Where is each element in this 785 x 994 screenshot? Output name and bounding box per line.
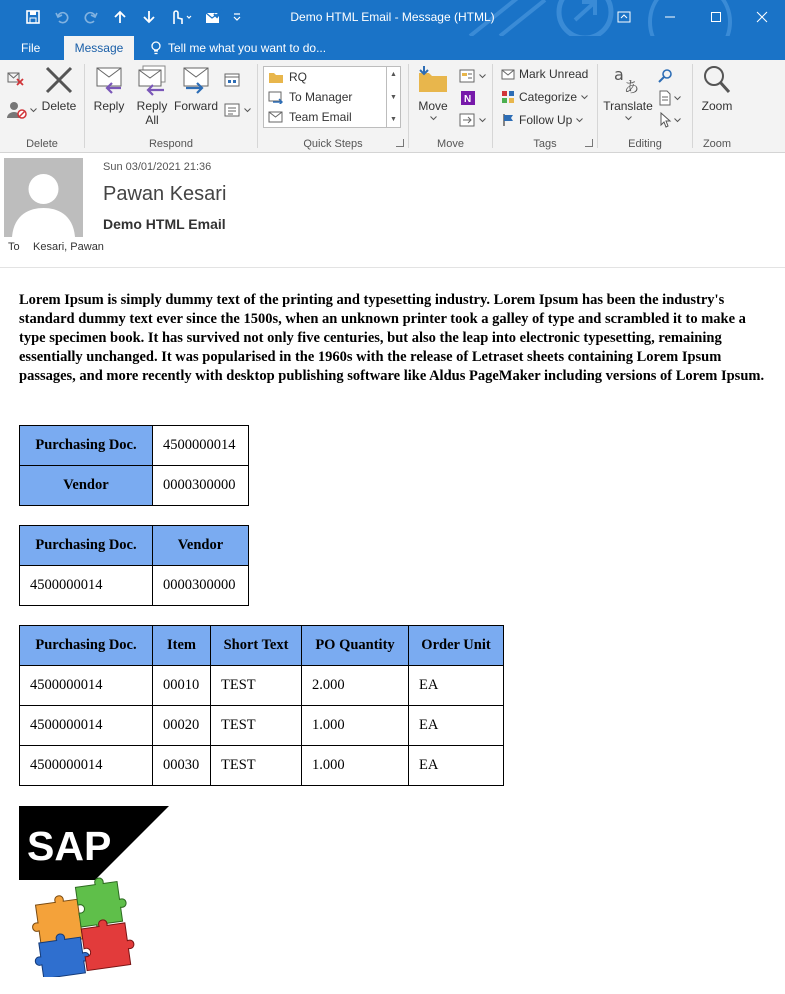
table-header-cell: PO Quantity xyxy=(302,626,409,666)
tab-message[interactable]: Message xyxy=(64,36,134,60)
window-controls xyxy=(601,0,785,34)
respond-group xyxy=(85,60,257,153)
table-cell: 2.000 xyxy=(302,666,409,706)
actions-icon[interactable] xyxy=(459,112,486,128)
tags-group xyxy=(493,60,597,153)
categorize-button[interactable] xyxy=(501,87,588,107)
table-header-row xyxy=(20,626,504,666)
table-header-cell: Item xyxy=(153,626,211,666)
move-label: Move xyxy=(418,99,448,113)
respond-group-label: Respond xyxy=(148,138,194,150)
table-row xyxy=(20,426,249,466)
table-cell: 00030 xyxy=(153,746,211,786)
quick-step-item[interactable] xyxy=(264,107,386,127)
tab-file[interactable]: File xyxy=(21,41,41,55)
minimize-icon[interactable] xyxy=(647,0,693,34)
find-icon[interactable] xyxy=(658,68,674,87)
message-body xyxy=(19,291,769,869)
ribbon-tabs xyxy=(0,36,785,60)
forward-mail-icon xyxy=(268,90,284,104)
chevron-down-icon xyxy=(479,118,486,123)
table-cell: 0000300000 xyxy=(153,466,249,506)
mark-unread-label: Mark Unread xyxy=(519,67,589,81)
subject-line: Demo HTML Email xyxy=(103,216,226,232)
quick-steps-launcher[interactable] xyxy=(396,139,404,147)
table-header-cell: Purchasing Doc. xyxy=(20,526,153,566)
zoom-group xyxy=(693,60,741,153)
table-header-row xyxy=(20,526,249,566)
table-cell: 4500000014 xyxy=(20,706,153,746)
table-cell: 4500000014 xyxy=(20,666,153,706)
ribbon xyxy=(0,60,785,153)
chevron-down-icon xyxy=(625,116,632,121)
forward-icon xyxy=(180,64,212,96)
junk-icon[interactable] xyxy=(6,100,37,120)
chevron-down-icon xyxy=(674,96,681,101)
select-icon[interactable] xyxy=(658,112,681,128)
team-mail-icon xyxy=(268,110,284,124)
intro-paragraph: Lorem Ipsum is simply dummy text of the printing and typesetting industry. Lorem Ipsum has been the industry's standard dummy text ever since the 1500s, when an unknown printer took a galley of type and scrambled it to make a type specimen book. It has survived not only five centuries, but also the leap into electronic typesetting, remaining essentially unchanged. It was popularised in the 1960s with the release of Letraset sheets containing Lorem Ipsum passages, and more recently with desktop publishing software like Aldus PageMaker including versions of Lorem Ipsum. xyxy=(19,292,765,384)
chevron-down-icon xyxy=(674,118,681,123)
lightbulb-icon xyxy=(150,41,162,55)
quick-step-item[interactable] xyxy=(264,87,386,107)
tags-group-label: Tags xyxy=(533,138,557,150)
zoom-label: Zoom xyxy=(701,99,733,113)
table-row xyxy=(20,746,504,786)
po-items-table xyxy=(19,625,504,786)
delete-group xyxy=(0,60,84,153)
chevron-down-icon xyxy=(30,108,37,113)
editing-group xyxy=(598,60,692,153)
chevron-down-icon xyxy=(430,116,437,121)
table-row xyxy=(20,466,249,506)
horizontal-table xyxy=(19,525,249,606)
close-icon[interactable] xyxy=(739,0,785,34)
table-header-cell: Vendor xyxy=(153,526,249,566)
table-cell: 4500000014 xyxy=(20,746,153,786)
table-cell: EA xyxy=(409,746,504,786)
translate-icon xyxy=(612,64,644,96)
table-cell: 1.000 xyxy=(302,746,409,786)
vertical-table xyxy=(19,425,249,506)
reply-all-button[interactable] xyxy=(132,64,172,127)
quick-step-label: To Manager xyxy=(289,90,353,104)
svg-text:あ: あ xyxy=(624,78,640,96)
reply-label: Reply xyxy=(93,99,125,113)
puzzle-image xyxy=(21,877,139,977)
table-cell: 1.000 xyxy=(302,706,409,746)
table-cell: 00020 xyxy=(153,706,211,746)
zoom-icon xyxy=(701,64,733,96)
table-header-cell: Order Unit xyxy=(409,626,504,666)
table-cell: 4500000014 xyxy=(153,426,249,466)
tell-me-label: Tell me what you want to do... xyxy=(168,41,327,55)
window-title: Demo HTML Email - Message (HTML) xyxy=(290,10,495,24)
gallery-more-icon[interactable]: ▼ xyxy=(390,116,397,123)
reply-all-icon xyxy=(136,64,168,96)
maximize-icon[interactable] xyxy=(693,0,739,34)
move-button[interactable] xyxy=(415,64,451,124)
table-header-cell: Vendor xyxy=(20,466,153,506)
table-row xyxy=(20,566,249,606)
quick-steps-group-label: Quick Steps xyxy=(303,138,363,150)
zoom-group-label: Zoom xyxy=(702,138,732,150)
table-header-cell: Short Text xyxy=(211,626,302,666)
forward-button[interactable] xyxy=(173,64,219,113)
chevron-down-icon xyxy=(479,74,486,79)
sap-logo-text: SAP xyxy=(27,823,112,869)
mark-unread-icon xyxy=(501,67,515,81)
quick-step-item[interactable] xyxy=(264,67,386,87)
chevron-down-icon xyxy=(581,95,588,100)
chevron-down-icon xyxy=(576,118,583,123)
follow-up-button[interactable] xyxy=(501,110,583,130)
table-header-cell: Purchasing Doc. xyxy=(20,426,153,466)
delete-icon xyxy=(43,64,75,96)
avatar xyxy=(4,158,83,237)
folder-icon xyxy=(268,70,284,84)
translate-button[interactable] xyxy=(602,64,654,124)
tell-me-search[interactable] xyxy=(150,36,326,60)
categorize-icon xyxy=(501,90,515,104)
rules-icon[interactable] xyxy=(459,68,486,84)
table-cell: EA xyxy=(409,706,504,746)
to-label: To xyxy=(8,241,20,253)
quick-step-label: RQ xyxy=(289,70,307,84)
person-icon xyxy=(4,158,83,237)
flag-icon xyxy=(501,113,515,127)
table-row xyxy=(20,706,504,746)
meeting-reply-icon[interactable] xyxy=(224,72,242,91)
more-respond-icon[interactable] xyxy=(224,102,251,118)
tags-launcher[interactable] xyxy=(585,139,593,147)
delete-group-label: Delete xyxy=(26,138,58,150)
message-header xyxy=(0,153,785,268)
quick-steps-gallery xyxy=(263,66,387,128)
onenote-icon[interactable] xyxy=(459,90,477,109)
reply-button[interactable] xyxy=(89,64,129,113)
sender-name[interactable]: Pawan Kesari xyxy=(103,183,227,205)
editing-group-label: Editing xyxy=(628,138,662,150)
chevron-down-icon xyxy=(244,108,251,113)
scroll-up-icon[interactable]: ▲ xyxy=(390,71,397,78)
table-cell: 00010 xyxy=(153,666,211,706)
delete-button-label: Delete xyxy=(41,99,77,113)
reply-all-label-1: Reply xyxy=(136,99,168,113)
sent-date: Sun 03/01/2021 21:36 xyxy=(103,161,212,173)
move-folder-icon xyxy=(417,64,449,96)
move-group xyxy=(409,60,492,153)
sap-logo xyxy=(19,806,169,880)
table-cell: TEST xyxy=(211,666,302,706)
table-cell: 0000300000 xyxy=(153,566,249,606)
categorize-label: Categorize xyxy=(519,90,578,104)
quick-step-label: Team Email xyxy=(289,110,352,124)
reply-all-label-2: All xyxy=(145,113,159,127)
translate-label: Translate xyxy=(603,99,653,113)
table-cell: TEST xyxy=(211,746,302,786)
table-cell: TEST xyxy=(211,706,302,746)
delete-button[interactable] xyxy=(40,64,78,113)
table-header-cell: Purchasing Doc. xyxy=(20,626,153,666)
to-recipient[interactable]: Kesari, Pawan xyxy=(33,241,104,253)
reply-icon xyxy=(93,64,125,96)
svg-text:a: a xyxy=(614,65,624,84)
ignore-icon[interactable] xyxy=(6,70,26,91)
scroll-down-icon[interactable]: ▼ xyxy=(390,93,397,101)
follow-up-label: Follow Up xyxy=(519,113,573,127)
title-bar xyxy=(0,0,785,36)
forward-label: Forward xyxy=(173,99,218,113)
mark-unread-button[interactable] xyxy=(501,64,588,84)
svg-text:N: N xyxy=(464,94,472,105)
related-icon[interactable] xyxy=(658,90,681,106)
table-row xyxy=(20,666,504,706)
table-cell: EA xyxy=(409,666,504,706)
move-group-label: Move xyxy=(437,138,464,150)
table-cell: 4500000014 xyxy=(20,566,153,606)
zoom-button[interactable] xyxy=(697,64,737,113)
ribbon-display-options-icon[interactable] xyxy=(601,0,647,34)
quick-steps-scrollbar[interactable] xyxy=(387,66,401,128)
